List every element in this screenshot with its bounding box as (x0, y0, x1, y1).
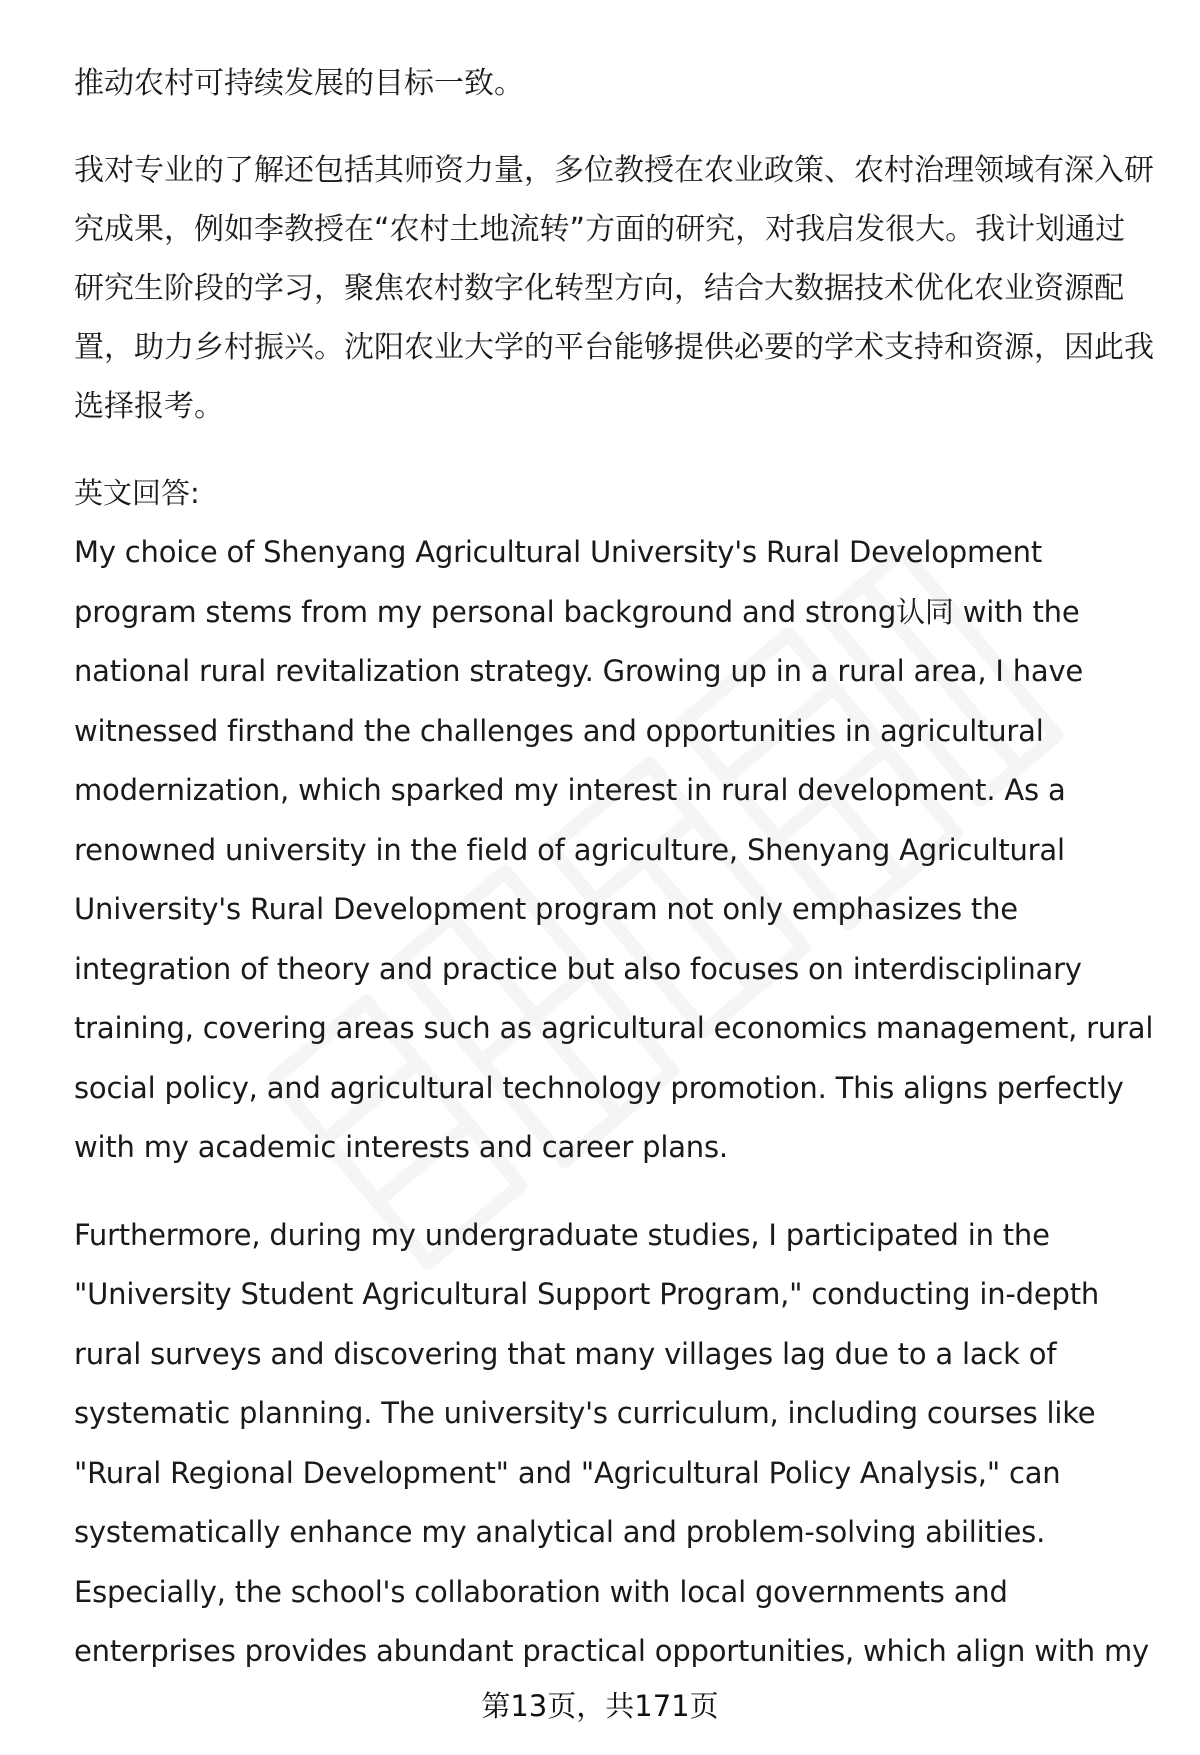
document-body (74, 54, 1154, 1682)
paragraph-en-1: My choice of Shenyang Agricultural University's Rural Development program stems from my personal background and strong认同 with the national rural revitalization strategy. Growing up in a rural area, I have witnessed firsthand the challenges and opportunities in agricultural modernization, which sparked my interest in rural development. As a renowned university in the field of agriculture, Shenyang Agricultural University's Rural Development program not only emphasizes the integration of theory and practice but also focuses on interdisciplinary training, covering areas such as agricultural economics management, rural social policy, and agricultural technology promotion. This aligns perfectly with my academic interests and career plans. (74, 535, 1154, 1164)
paragraph-zh-1: 推动农村可持续发展的目标一致。 (74, 66, 524, 101)
page-number-footer: 第13页，共171页 (0, 1686, 1200, 1726)
paragraph-en-2: Furthermore, during my undergraduate studies, I participated in the "University Student Agricultural Support Program," conducting in-depth rural surveys and discovering that many villages lag due to a lack of systematic planning. The university's curriculum, including courses like "Rural Regional Development" and "Agricultural Policy Analysis," can systematically enhance my analytical and problem-solving abilities. Especially, the school's collaboration with local governments and enterprises provides abundant practical opportunities, which align with my (74, 1217, 1149, 1668)
english-answer-label: 英文回答: (74, 476, 200, 510)
paragraph-zh-2: 我对专业的了解还包括其师资力量，多位教授在农业政策、农村治理领域有深入研究成果，例如李教授在“农村土地流转”方面的研究，对我启发很大。我计划通过研究生阶段的学习，聚焦农村数字化转型方向，结合大数据技术优化农业资源配置，助力乡村振兴。沈阳农业大学的平台能够提供必要的学术支持和资源，因此我选择报考。 (74, 153, 1154, 424)
